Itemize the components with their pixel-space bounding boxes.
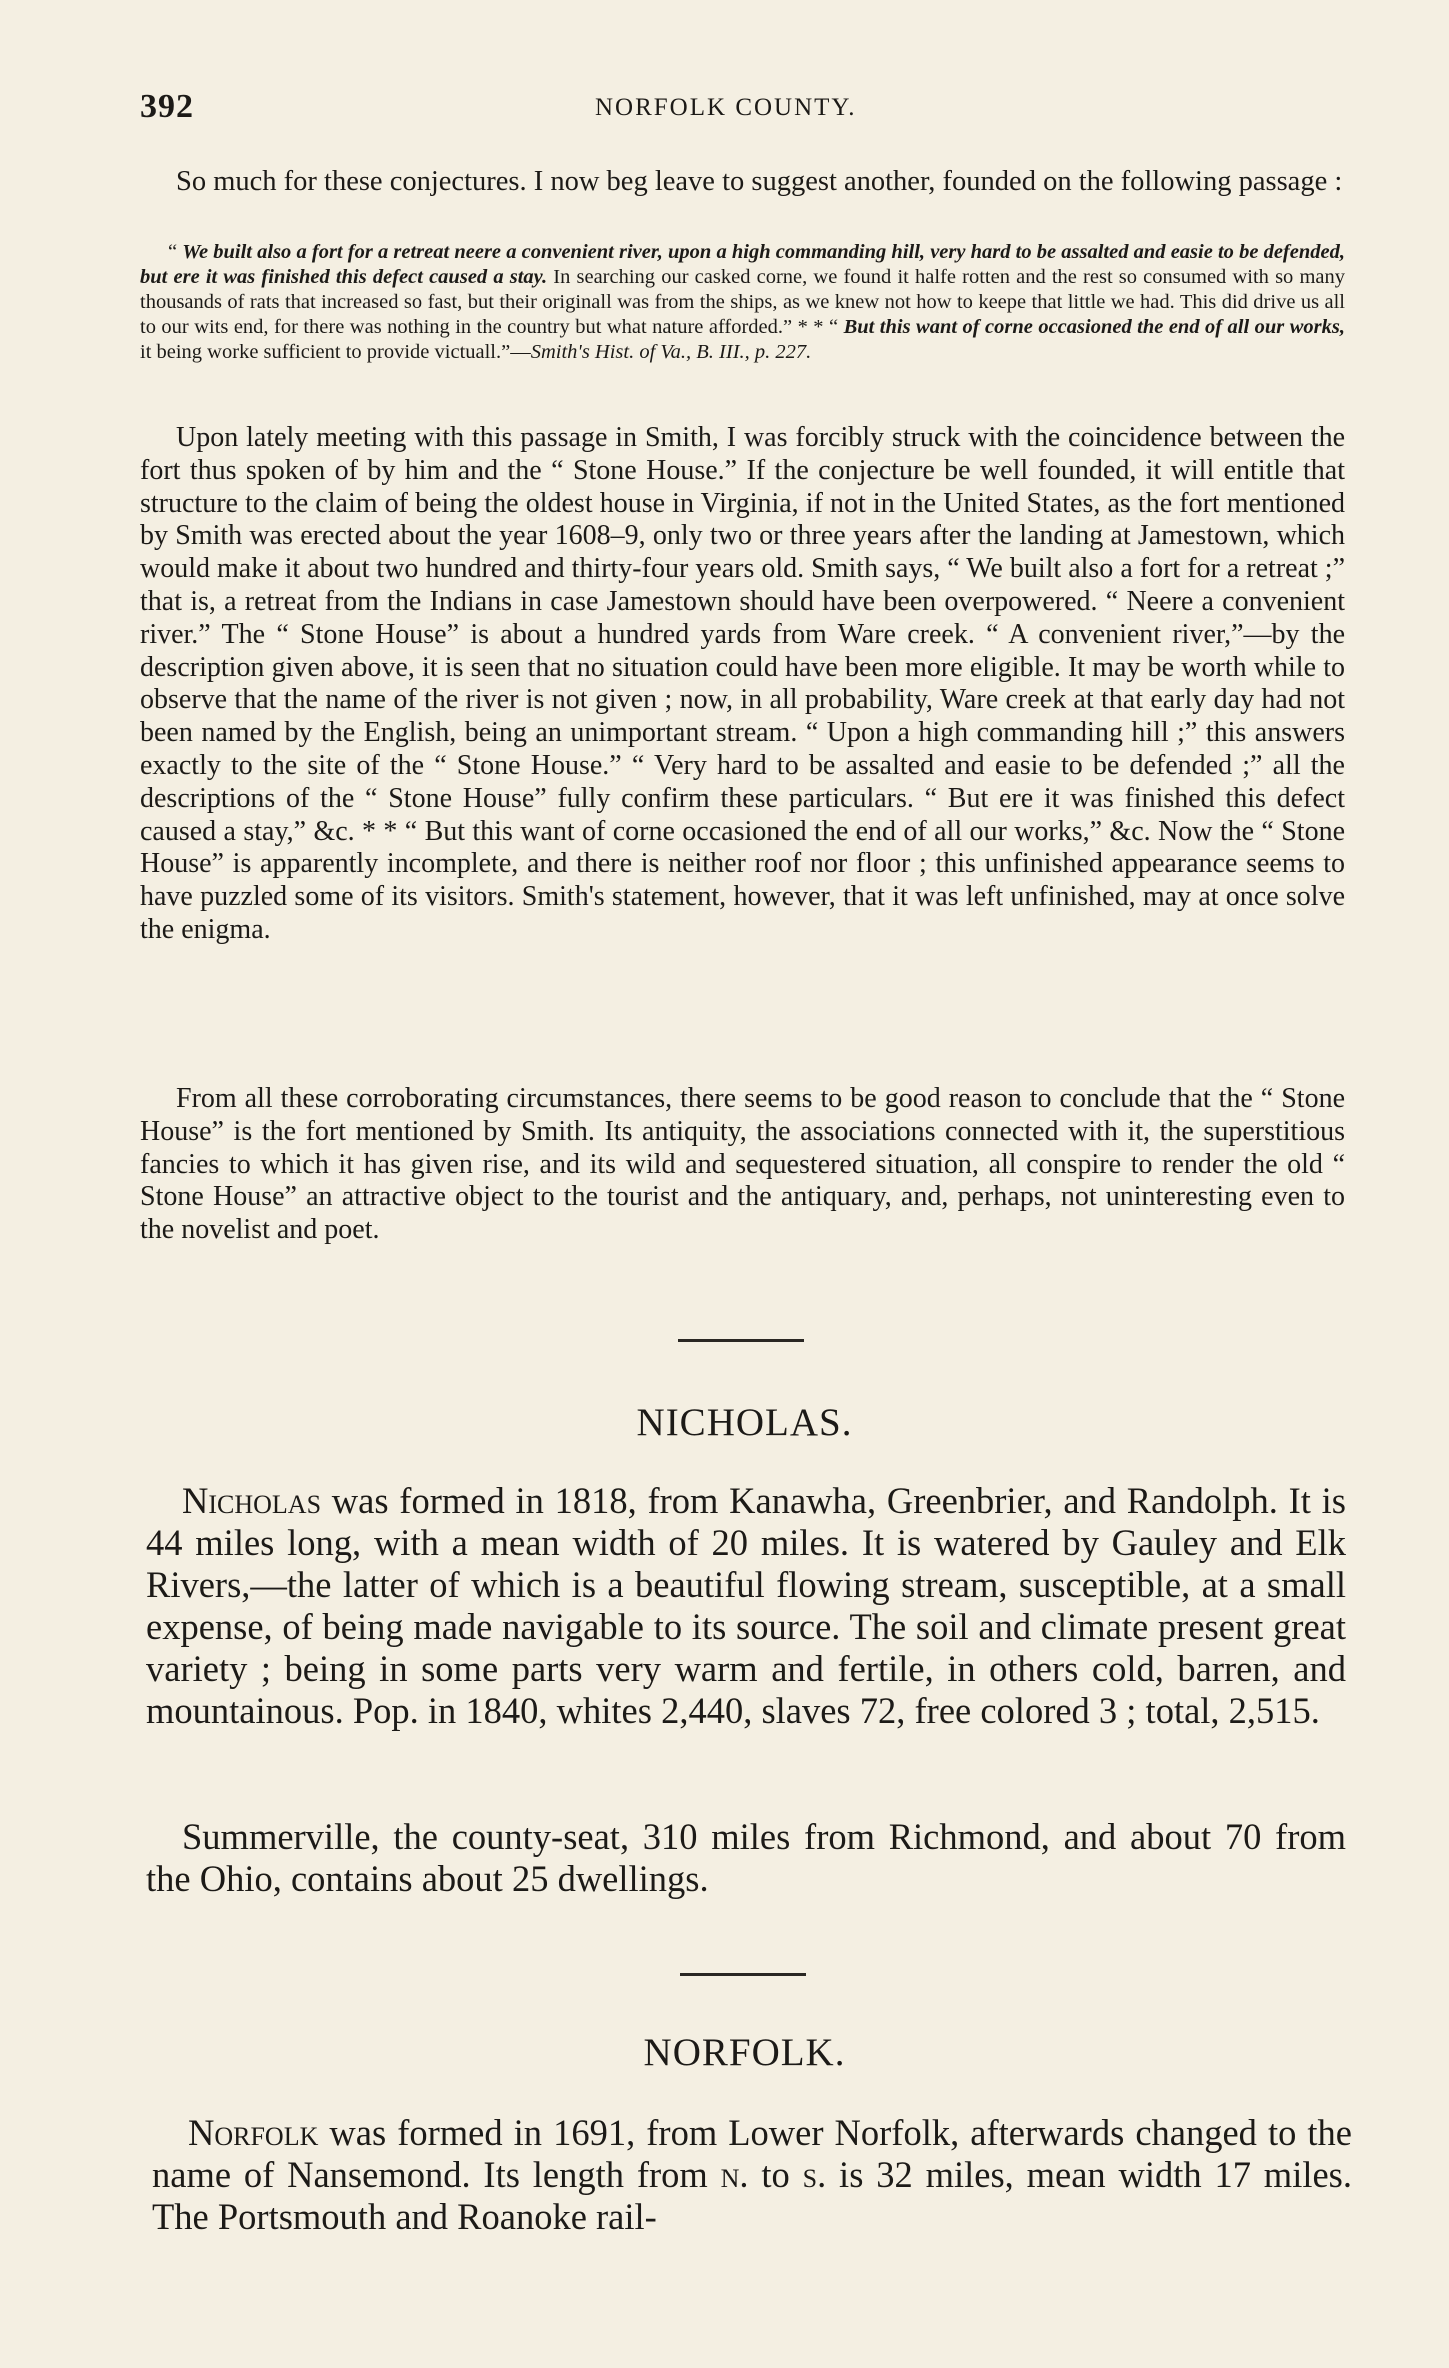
norfolk-heading: NORFOLK. — [643, 2031, 846, 2074]
conclusion-paragraph: From all these corroborating circumstances, there seems to be good reason to conclude that the “ Stone House” is the fort mentioned by Smith. Its antiquity, the associations connected with it, the superstitious fancies to which it has given rise, and its wild and sequestered situation, all conspire to render the old “ Stone House” an attractive object to the tourist and the antiquary, and, perhaps, not uninteresting even to the novelist and poet. — [140, 1083, 1345, 1246]
nicholas-paragraph — [146, 1480, 1346, 1732]
smith-quotation — [140, 240, 1345, 365]
quote-italic-1: We built also a fort for a retreat neere a convenient river, upon a high commanding hill, very hard to be assalted and easie to be defended, but ere it was finished this defect caused a stay. — [140, 241, 1345, 288]
norfolk-text-c: is 32 miles, mean width 17 miles. The Portsmouth and Roanoke rail- — [152, 2154, 1353, 2237]
summerville-paragraph: Summerville, the county-seat, 310 miles from Richmond, and about 70 from the Ohio, contains about 25 dwellings. — [146, 1816, 1346, 1899]
nicholas-text: was formed in 1818, from Kanawha, Greenbrier, and Randolph. It is 44 miles long, with a mean width of 20 miles. It is watered by Gauley and Elk Rivers,—the latter of which is a beautiful flowing stream, susceptible, at a small expense, of being made navigable to its source. The soil and climate present great variety ; being in some parts very warm and fertile, in others cold, barren, and mountainous. Pop. in 1840, whites 2,440, slaves 72, free colored 3 ; total, 2,515. — [146, 1480, 1346, 1731]
nicholas-heading: NICHOLAS. — [636, 1401, 853, 1444]
norfolk-text-a: was formed in 1691, from Lower Norfolk, afterwards changed to the name of Nansemond. Its length from — [152, 2112, 1352, 2195]
norfolk-lead-word: Norfolk — [188, 2112, 319, 2153]
norfolk-paragraph — [152, 2112, 1352, 2238]
norfolk-text-b: to — [748, 2154, 803, 2195]
quote-source: Smith's Hist. of Va., B. III., p. 227. — [530, 341, 812, 363]
direction-north: n. — [720, 2154, 749, 2195]
quote-open: “ — [168, 241, 183, 263]
direction-south: s. — [802, 2154, 827, 2195]
quote-plain-2: it being worke sufficient to provide victuall.”— — [140, 341, 531, 363]
stone-house-paragraph: Upon lately meeting with this passage in Smith, I was forcibly struck with the coincidence between the fort thus spoken of by him and the “ Stone House.” If the conjecture be well founded, it will entitle that structure to the claim of being the oldest house in Virginia, if not in the United States, as the fort mentioned by Smith was erected about the year 1608–9, only two or three years after the landing at Jamestown, which would make it about two hundred and thirty-four years old. Smith says, “ We built also a fort for a retreat ;” that is, a retreat from the Indians in case Jamestown should have been overpowered. “ Neere a convenient river.” The “ Stone House” is about a hundred yards from Ware creek. “ A convenient river,”—by the description given above, it is seen that no situation could have been more eligible. It may be worth while to observe that the name of the river is not given ; now, in all probability, Ware creek at that early day had not been named by the English, being an unimportant stream. “ Upon a high commanding hill ;” this answers exactly to the site of the “ Stone House.” “ Very hard to be assalted and easie to be defended ;” all the descriptions of the “ Stone House” fully confirm these particulars. “ But ere it was finished this defect caused a stay,” &c. * * “ But this want of corne occasioned the end of all our works,” &c. Now the “ Stone House” is apparently incomplete, and there is neither roof nor floor ; this unfinished appearance seems to have puzzled some of its visitors. Smith's statement, however, that it was left unfinished, may at once solve the enigma. — [140, 422, 1345, 945]
section-divider — [678, 1339, 804, 1342]
running-head — [140, 88, 1340, 132]
section-divider — [680, 1973, 806, 1976]
quote-italic-2: But this want of corne occasioned the end of all our works, — [843, 316, 1345, 338]
quote-plain-1: In searching our casked corne, we found it halfe rotten and the rest so consumed with so many thousands of rats that increased so fast, but their originall was from the ships, as we knew not how to keepe that little we had. This did drive us all to our wits end, for there was nothing in the country but what nature afforded.” * * “ — [140, 266, 1345, 338]
intro-paragraph: So much for these conjectures. I now beg leave to suggest another, founded on the following passage : — [176, 166, 1343, 197]
page-number: 392 — [140, 88, 194, 125]
running-title: NORFOLK COUNTY. — [595, 94, 857, 121]
nicholas-lead-word: Nicholas — [182, 1480, 322, 1521]
